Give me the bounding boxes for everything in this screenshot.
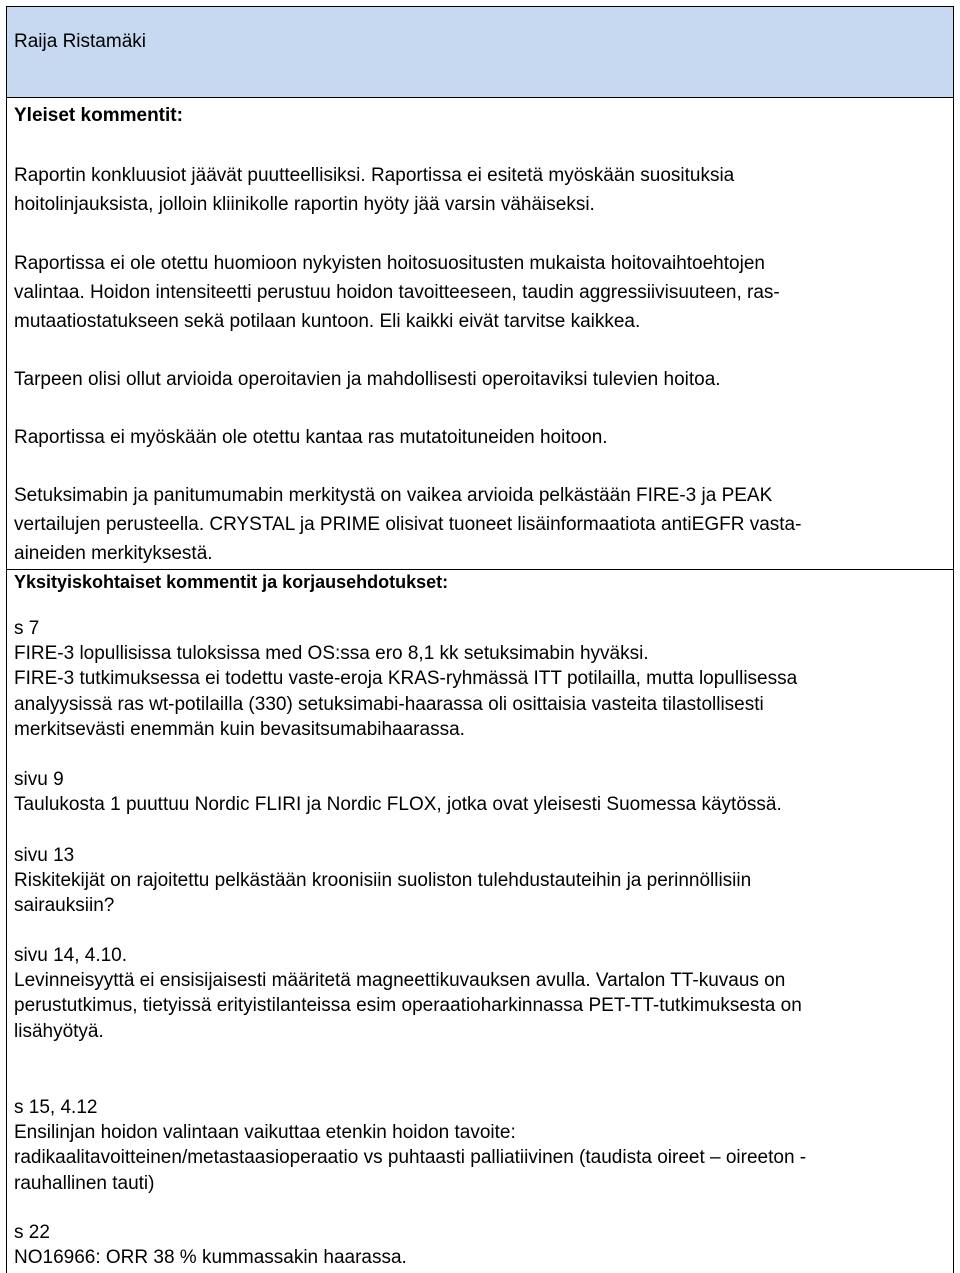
- page-ref: s 22: [14, 1222, 50, 1243]
- detailed-comments: [14, 570, 944, 595]
- page-ref: sivu 9: [14, 769, 64, 790]
- text-line: hoitolinjauksista, jolloin kliinikolle raportin hyöty jää varsin vähäiseksi.: [14, 194, 595, 215]
- text-line: radikaalitavoitteinen/metastaasioperaatio vs puhtaasti palliatiivinen (taudista oireet – oireeton -: [14, 1147, 807, 1169]
- reviewer-name: Raija Ristamäki: [14, 31, 146, 52]
- text-line: sairauksiin?: [14, 895, 115, 917]
- page-ref: sivu 14, 4.10.: [14, 945, 128, 966]
- page-ref: s 15, 4.12: [14, 1097, 98, 1118]
- general-paragraph-4: [14, 423, 944, 452]
- text-line: vertailujen perusteella. CRYSTAL ja PRIME olisivat tuoneet lisäinformaatiota antiEGFR vasta-: [14, 514, 802, 535]
- reviewer-header: [7, 7, 953, 98]
- comment-page-14: [14, 943, 944, 1044]
- detailed-heading: Yksityiskohtaiset kommentit ja korjausehdotukset:: [14, 572, 449, 592]
- comment-page-13: [14, 843, 944, 919]
- comment-page-9: [14, 767, 944, 817]
- text-line: Riskitekijät on rajoitettu pelkästään kroonisiin suoliston tulehdustauteihin ja perinnöllisiin: [14, 870, 752, 892]
- page-ref: sivu 13: [14, 845, 75, 866]
- general-paragraph-3: [14, 365, 944, 394]
- comment-page-7: [14, 616, 944, 742]
- text-line: Tarpeen olisi ollut arvioida operoitavien ja mahdollisesti operoitaviksi tulevien hoitoa.: [14, 369, 721, 390]
- text-line: lisähyötyä.: [14, 1020, 104, 1042]
- comment-page-22: [14, 1220, 944, 1270]
- text-line: perustutkimus, tietyissä erityistilanteissa esim operaatioharkinnassa PET-TT-tutkimuksesta on: [14, 995, 802, 1017]
- text-line: aineiden merkityksestä.: [14, 543, 213, 564]
- text-line: Taulukosta 1 puuttuu Nordic FLIRI ja Nordic FLOX, jotka ovat yleisesti Suomessa käytössä.: [14, 794, 782, 816]
- text-line: Raportissa ei ole otettu huomioon nykyisten hoitosuositusten mukaista hoitovaihtoehtojen: [14, 253, 765, 274]
- text-line: Ensilinjan hoidon valintaan vaikuttaa etenkin hoidon tavoite:: [14, 1122, 516, 1144]
- text-line: Raportissa ei myöskään ole otettu kantaa ras mutatoituneiden hoitoon.: [14, 427, 608, 448]
- text-line: valintaa. Hoidon intensiteetti perustuu hoidon tavoitteeseen, taudin aggressiivisuuteen, ras-: [14, 282, 780, 303]
- text-line: Raportin konkluusiot jäävät puutteellisiksi. Raportissa ei esitetä myöskään suosituksia: [14, 165, 735, 186]
- general-paragraph-1: [14, 161, 944, 219]
- text-line: rauhallinen tauti): [14, 1172, 155, 1194]
- comment-page-15: [14, 1095, 944, 1196]
- text-line: merkitsevästi enemmän kuin bevasitsumabihaarassa.: [14, 718, 465, 740]
- text-line: NO16966: ORR 38 % kummassakin haarassa.: [14, 1247, 407, 1269]
- page-ref: s 7: [14, 618, 40, 639]
- text-line: FIRE-3 tutkimuksessa ei todettu vaste-eroja KRAS-ryhmässä ITT potilailla, mutta lopullisessa: [14, 668, 798, 690]
- text-line: mutaatiostatukseen sekä potilaan kuntoon. Eli kaikki eivät tarvitse kaikkea.: [14, 311, 641, 332]
- text-line: analyysissä ras wt-potilailla (330) setuksimabi-haarassa oli osittaisia vasteita tilastollisesti: [14, 693, 764, 715]
- general-paragraph-2: [14, 249, 944, 336]
- text-line: Levinneisyyttä ei ensisijaisesti määritetä magneettikuvauksen avulla. Vartalon TT-kuvaus on: [14, 970, 786, 992]
- general-heading: Yleiset kommentit:: [14, 105, 183, 126]
- text-line: Setuksimabin ja panitumumabin merkitystä on vaikea arvioida pelkästään FIRE-3 ja PEAK: [14, 485, 773, 506]
- text-line: FIRE-3 lopullisissa tuloksissa med OS:ssa ero 8,1 kk setuksimabin hyväksi.: [14, 643, 649, 665]
- general-comments: [14, 105, 944, 127]
- general-paragraph-5: [14, 481, 944, 568]
